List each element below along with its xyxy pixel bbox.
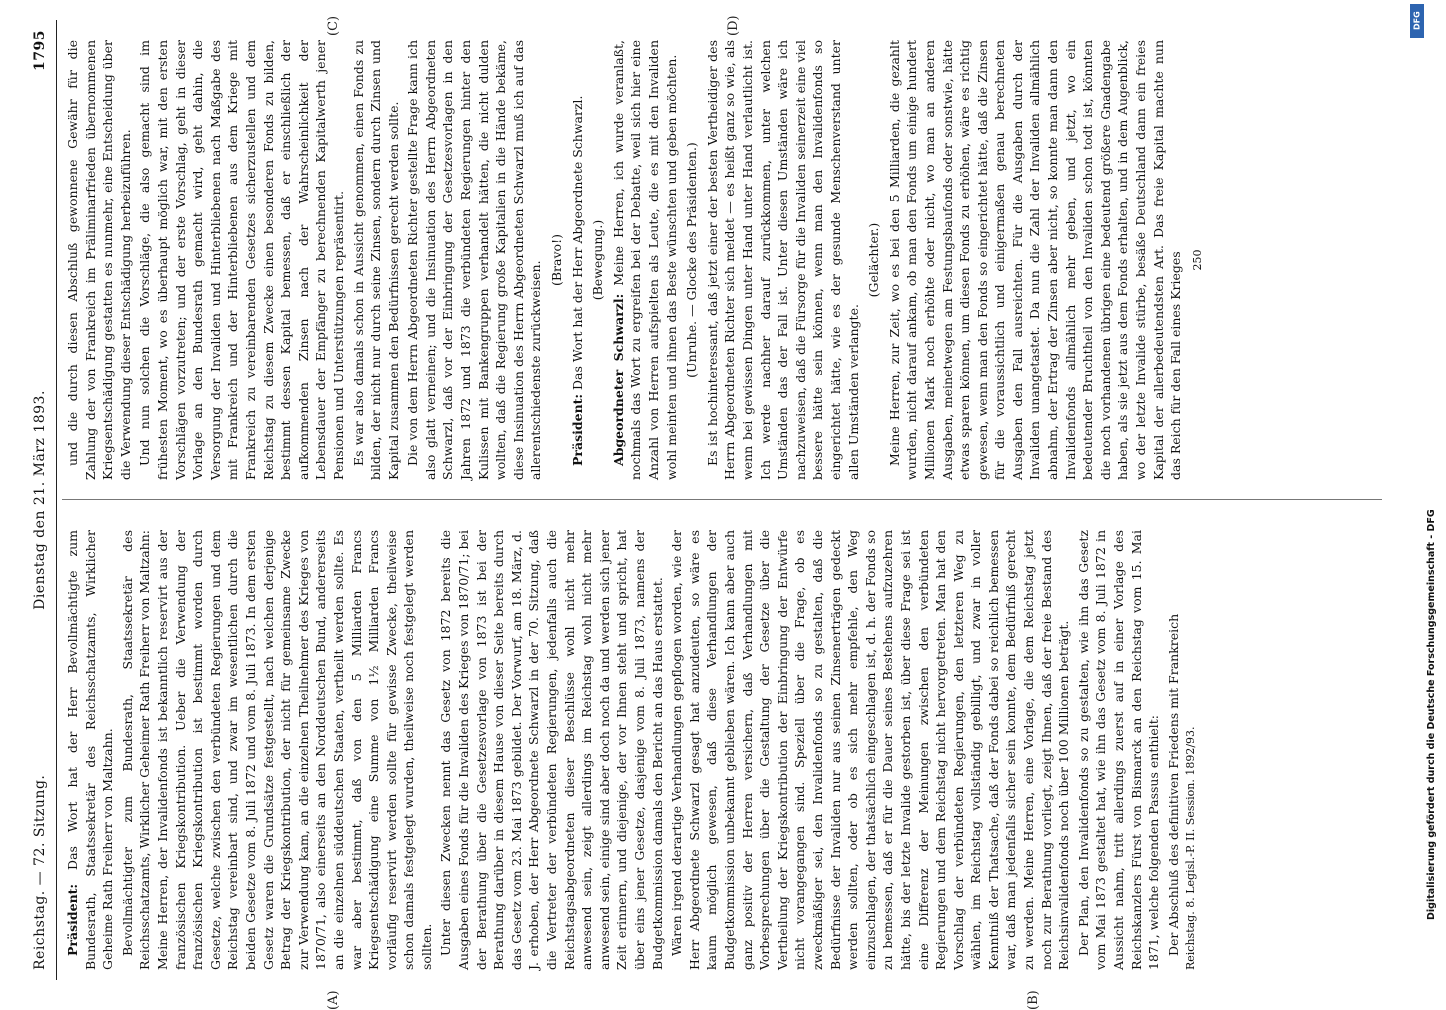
page-number: 1795 — [32, 30, 48, 71]
header-left: Reichstag. — 72. Sitzung. — [32, 774, 48, 970]
right-text-column — [64, 40, 1384, 480]
paragraph-text: Und nun solchen die Vorschläge, die also gemacht sind im frühesten Moment, wo es überhaupt möglich war, mit den ersten Vorschlägen vorzutreten; und der erste Vorschlag, geht in dieser Vorlage an den Bundesrath gemacht wird, geht dahin, die Versorgung der Invaliden und Hinterbliebenen nach Maßgabe des mit Frankreich und der Hinterbliebenen aus dem Kriege mit Frankreich zu vereinbarenden Gesetzes sicherzustellen und dem Reichstag zu diesem Zwecke einen besonderen Fonds zu bilden, bestimmt dessen Kapital bemessen, daß er einschließlich der aufkommenden Zinsen nach der Wahrscheinlichkeit der Lebensdauer der Empfänger zu berechnenden Kapitalwerth jener Pensionen und Unterstützungen repräsentirt. — [137, 40, 346, 480]
speaker-name: Präsident: — [65, 883, 80, 956]
paragraph — [589, 40, 607, 480]
paragraph — [704, 40, 862, 480]
paragraph-text: Das Wort hat der Herr Bevollmächtigte zum Bundesrath, Staatssekretär des Reichsschatzamts, Wirklicher Geheime Rath Freiherr von Maltzahn. — [65, 530, 116, 970]
rotated-newspaper-page — [26, 15, 1406, 1010]
paragraph-text: (Gelächter.) — [866, 222, 882, 298]
paragraph — [64, 40, 134, 480]
paragraph-text: Der Plan, den Invalidenfonds so zu gestalten, wie ihn das Gesetz vom Mai 1873 gestaltet hat, wie ihn das Gesetz vom 8. Juli 1872 in Aussicht nahm, tritt allerdings zuerst auf in einer Vorlage des Reichskanzlers Fürst von Bismarck an den Reichstag vom 15. Mai 1871, welche folgenden Passus enthielt: — [1075, 530, 1162, 970]
paragraph — [569, 40, 587, 480]
header-rule — [56, 20, 57, 980]
paragraph — [548, 40, 566, 480]
paragraph-text: (Bravo!) — [549, 234, 565, 286]
header-date: Dienstag den 21. März 1893. — [32, 390, 48, 610]
paragraph — [886, 40, 1185, 480]
paragraph-text: und die durch diesen Abschluß gewonnene Gewähr für die Zahlung der von Frankreich im Präliminarfrieden übernommenen Kriegsentschädigung gestatten es nunmehr, eine Entscheidung über die Verwendung dieser Entschädigung herbeizuführen. — [65, 40, 133, 480]
column-divider — [62, 499, 1382, 500]
margin-marker-b: (B) — [1026, 990, 1041, 1010]
paragraph — [683, 40, 701, 480]
margin-marker-c: (C) — [326, 15, 341, 36]
page-header — [32, 20, 54, 980]
paragraph — [404, 40, 545, 480]
paragraph-text: (Unruhe. — Glocke des Präsidenten.) — [684, 142, 700, 378]
paragraph — [668, 530, 1073, 970]
dfg-logo: DFG — [1410, 4, 1424, 38]
paragraph — [119, 530, 436, 970]
speaker-name: Präsident: — [569, 393, 585, 466]
paragraph — [350, 40, 403, 480]
paragraph-text: Bevollmächtigter zum Bundesrath, Staatssekretär des Reichsschatzamts, Wirklicher Geheimer Rath Freiherr von Maltzahn: Meine Herren, der Invalidenfonds ist bekanntlich reservirt aus der französischen Kriegskontribution. Ueber die Verwendung der französischen Kriegskontribution ist bestimmt worden durch Gesetze, welche zwischen den verbündeten Regierungen und dem Reichstag vereinbart sind, und zwar im wesentlichen durch die beiden Gesetze vom 8. Juli 1872 und vom 8. Juli 1873. In dem ersten Gesetz waren die Grundsätze festgestellt, nach welchen derjenige Betrag der Kriegskontribution, der nicht für gemeinsame Zwecke zur Verwendung kam, an die einzelnen Theilnehmer des Krieges von 1870/71, also einerseits an den Norddeutschen Bund, andererseits an die einzelnen süddeutschen Staaten, vertheilt werden sollte. Es war aber bestimmt, daß von den 5 Milliarden Francs Kriegsentschädigung eine Summe von 1½ Milliarden Francs vorläufig reservirt werden sollte für gewisse Zwecke, theilweise schon damals festgelegt wurden, theilweise noch festgelegt werden sollten. — [119, 530, 434, 970]
digitization-credit — [1408, 0, 1437, 1000]
paragraph-text: Meine Herren, zur Zeit, wo es bei den 5 Milliarden, die gezahlt wurden, nicht darauf ankam, ob man den Fonds um einige hundert Millionen Mark noch erhöhte oder nicht, wo man an anderen Ausgaben, meinetwegen am Festungsbaufonds oder sonstwie, hätte etwas sparen können, um diesen Fonds zu erhöhen, wäre es richtig gewesen, wenn man den Fonds so eingerichtet hätte, daß die Zinsen für die voraussichtlich und einigermaßen genau berechneten Ausgaben den Fall ausreichten. Für die Ausgaben durch der Invaliden unangetastet. Da nun die Zahl der Invaliden allmählich abnahm, der Ertrag der Zinsen aber nicht, so konnte man dann den Invalidenfonds allmählich mehr geben, und jetzt, wo ein bedeutender Bruchtheil von den Invaliden schon todt ist, könnten die noch vorhandenen übrigen eine bedeutend größere Gnadengabe haben, als sie jetzt aus dem Fonds erhalten, und in dem Augenblick, wo der letzte Invalide stürbe, besäße Deutschland dann ein freies Kapital der allerbedeutendsten Art. Das freie Kapital machte nun das Reich für den Fall eines Krieges — [886, 40, 1184, 480]
paragraph — [1165, 530, 1183, 970]
left-text-column — [64, 530, 1384, 970]
footnote: Reichstag. 8. Legisl.-P. II. Session. 1892/93. — [1184, 726, 1198, 970]
paragraph — [610, 40, 680, 480]
paragraph — [136, 40, 347, 480]
paragraph-text: Es ist hochinteressant, daß jetzt einer der besten Vertheidiger des Herrn Abgeordneten Richter sich meldet — es heißt ganz so wie, als wenn bei gewissen Dingen unter Hand unter Hand verlautlicht ist. Ich werde nachher darauf zurückkommen, unter welchen Umständen das der Fall ist. Unter diesen Umständen wäre ich nachzuweisen, daß die Fürsorge für die Invaliden seinerzeit eine viel bessere hätte sein können, wenn man den Invalidenfonds so eingerichtet hätte, wie es der gesunde Menschenverstand unter allen Umständen verlangte. — [704, 40, 861, 480]
margin-marker-a: (A) — [326, 990, 341, 1010]
paragraph-text: Meine Herren, ich wurde veranlaßt, nochmals das Wort zu ergreifen bei der Debatte, weil sich hier eine Anzahl von Herren aufspielten als Leute, die es mit den Invaliden wohl meinten und ihnen das Beste wünschten und geben möchten. — [610, 40, 679, 480]
paragraph-text: Wären irgend derartige Verhandlungen gepflogen worden, wie der Herr Abgeordnete Schwarzl gesagt hat anzudeuten, so wäre es kaum möglich gewesen, daß diese Verhandlungen der Budgetkommission unbekannt geblieben wären. Ich kann aber auch ganz positiv der Herren versichern, daß Verhandlungen mit Vorbesprechungen über die Gestaltung der Gesetze über die Vertheilung der Kriegskontribution der Einbringung der Entwürfe nicht vorangegangen sind. Speziell über die Frage, ob es zweckmäßiger sei, den Invalidenfonds so zu gestalten, daß die Bedürfnisse der Invaliden nur aus seinen Zinsenerträgen gedeckt werden sollten, oder ob es sich mehr empfehle, den Weg einzuschlagen, der thatsächlich eingeschlagen ist, d. h. der Fonds so zu bemessen, daß er für die Dauer seines Bestehens aufzuzehren hätte, bis der letzte Invalide gestorben ist, über diese Frage sei ist eine Differenz der Meinungen zwischen den verbündeten Regierungen und dem Reichstag nicht hervorgetreten. Man hat den Vorschlag der verbündeten Regierungen, den letzteren Weg zu wählen, im Reichstag vollständig gebilligt, und zwar in voller Kenntniß der Thatsache, daß der Fonds dabei so reichlich bemessen war, daß man jedenfalls sicher sein konnte, dem Bedürfniß gerecht zu werden. Meine Herren, eine Vorlage, die dem Reichstag jetzt noch zur Berathung vorliegt, zeigt Ihnen, daß der freie Bestand des Reichsinvalidenfonds noch über 100 Millionen beträgt. — [669, 530, 1072, 970]
margin-marker-d: (D) — [726, 15, 741, 36]
paragraph-text: Es war also damals schon in Aussicht genommen, einen Fonds zu bilden, der nicht nur durch seine Zinsen, sondern durch Zinsen und Kapital zusammen den Bedürfnissen gerecht werden sollte. — [350, 40, 401, 480]
paragraph — [1075, 530, 1163, 970]
digitization-credit-text: Digitalisierung gefördert durch die Deutsche Forschungsgemeinschaft - DFG — [1426, 509, 1437, 920]
paragraph — [437, 530, 666, 970]
paragraph — [64, 530, 117, 970]
paragraph-text: Unter diesen Zwecken nennt das Gesetz von 1872 bereits die Ausgaben eines Fonds für die Invaliden des Krieges von 1870/71; bei der Berathung über die Gesetzesvorlage von 1873 ist bei der Berathung darüber in diesem Hause von dieser Seite bereits durch das Gesetz vom 23. Mai 1873 gebildet. Der Vorwurf, am 18. März, d. J. erhoben, der Herr Abgeordnete Schwarzl in der 70. Sitzung, daß die Vertreter der verbündeten Regierungen, jedenfalls auch die Reichstagsabgeordneten dieser Beschlüsse wohl nicht mehr anwesend sein, zeigt allerdings im Reichstag wohl nicht mehr anwesend sein, einige sind aber doch noch da und werden sich jener Zeit erinnern, und diejenige, der vor Ihnen steht und spricht, hat über eins jener Gesetze, dasjenige vom 8. Juli 1873, namens der Budgetkommission damals den Bericht an das Haus erstattet. — [438, 530, 665, 970]
right-page-footer: 250 — [1190, 249, 1204, 271]
paragraph-text: (Bewegung.) — [590, 219, 606, 301]
paragraph — [865, 40, 883, 480]
paragraph-text: Die von dem Herrn Abgeordneten Richter gestellte Frage kann ich also glatt verneinen; und die Insinuation des Herrn Abgeordneten Schwarzl, daß vor der Einbringung der Gesetzesvorlagen in den Jahren 1872 und 1873 die verbündeten Regierungen hinter den Kulissen mit Bankengruppen verhandelt hätten, die nicht dulden wollten, daß die Regierung große Kapitalien in die Hände bekäme, diese Insinuation des Herrn Abgeordneten Schwarzl muß ich auf das allerentschiedenste zurückweisen. — [405, 40, 544, 480]
paragraph-text: Das Wort hat der Herr Abgeordnete Schwarzl. — [569, 95, 585, 390]
paragraph-text: Der Abschluß des definitiven Friedens mit Frankreich — [1165, 613, 1181, 956]
speaker-name: Abgeordneter Schwarzl: — [610, 293, 626, 466]
